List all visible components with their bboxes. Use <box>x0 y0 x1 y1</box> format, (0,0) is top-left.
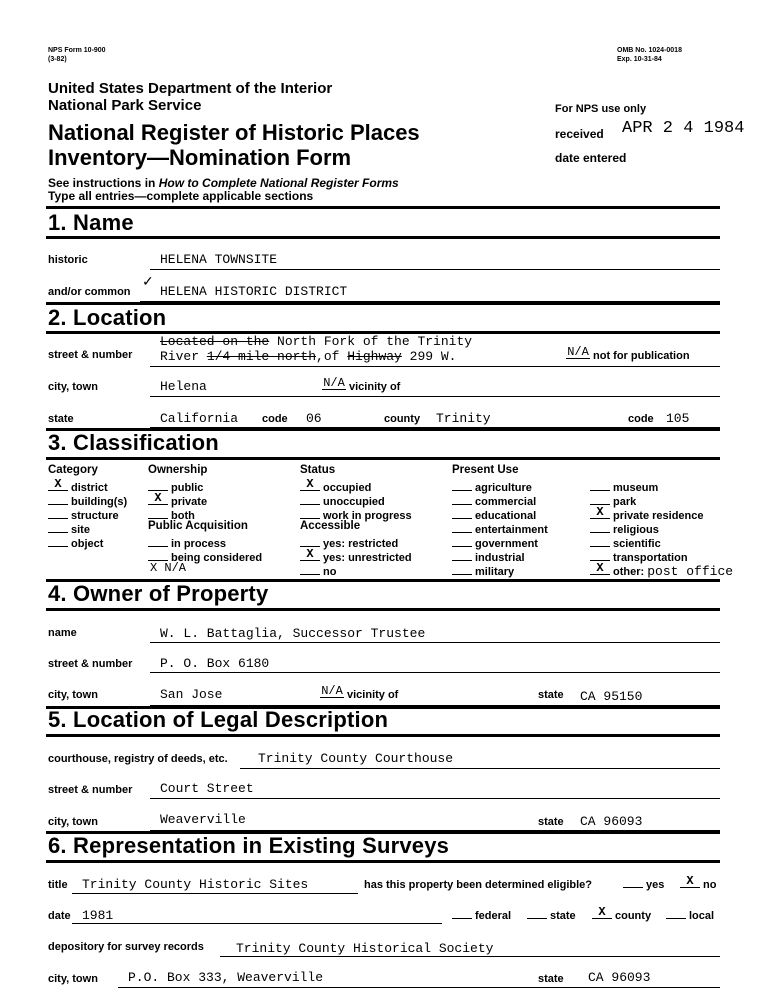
field-line <box>72 923 442 924</box>
section-5-heading: 5. Location of Legal Description <box>48 707 389 732</box>
survey-city-label: city, town <box>48 973 98 985</box>
status-work-in-progress[interactable]: work in progress <box>300 507 412 522</box>
survey-state-value[interactable]: CA 96093 <box>588 970 651 985</box>
owner-name-label: name <box>48 627 77 639</box>
legal-city-label: city, town <box>48 816 98 828</box>
field-line <box>72 893 358 894</box>
owner-city-label: city, town <box>48 689 98 701</box>
use-park[interactable]: park <box>590 493 636 508</box>
code-value[interactable]: 06 <box>306 411 322 426</box>
ownership-heading: Ownership <box>148 464 208 476</box>
use-government[interactable]: government <box>452 535 538 550</box>
section-1-heading: 1. Name <box>48 210 134 235</box>
field-line <box>150 798 720 799</box>
field-line <box>240 768 720 769</box>
city-label: city, town <box>48 381 98 393</box>
code2-value[interactable]: 105 <box>666 411 690 426</box>
category-buildings[interactable]: building(s) <box>48 493 127 508</box>
expiration: Exp. 10-31-84 <box>617 56 662 63</box>
date-entered-label: date entered <box>555 151 627 165</box>
field-line <box>118 987 720 988</box>
legal-state-label: state <box>538 816 564 828</box>
status-heading: Status <box>300 464 336 476</box>
depository-label: depository for survey records <box>48 941 204 953</box>
department: United States Department of the Interior <box>48 80 333 97</box>
ownership-private[interactable]: X private <box>148 493 207 508</box>
section-2-heading: 2. Location <box>48 305 167 330</box>
state-value[interactable]: California <box>160 411 239 426</box>
status-occupied[interactable]: X occupied <box>300 479 371 494</box>
common-name-label: and/or common <box>48 286 131 298</box>
owner-name-value[interactable]: W. L. Battaglia, Successor Trustee <box>160 626 426 641</box>
instructions-2: Type all entries—complete applicable sections <box>48 189 314 203</box>
level-local[interactable]: local <box>666 907 714 922</box>
use-scientific[interactable]: scientific <box>590 535 661 550</box>
category-object[interactable]: object <box>48 535 103 550</box>
other-value[interactable]: post office <box>647 564 734 579</box>
use-transportation[interactable]: transportation <box>590 549 688 564</box>
form-title-1: National Register of Historic Places <box>48 120 420 145</box>
survey-state-label: state <box>538 973 564 985</box>
legal-street-label: street & number <box>48 784 133 796</box>
section-6-heading: 6. Representation in Existing Surveys <box>48 833 450 858</box>
owner-state-value[interactable]: CA 95150 <box>580 689 643 704</box>
owner-state-label: state <box>538 689 564 701</box>
ownership-both[interactable]: both <box>148 507 195 522</box>
acquisition-in-process[interactable]: in process <box>148 535 226 550</box>
section-rule <box>46 734 720 737</box>
field-line <box>150 642 720 643</box>
survey-date-value[interactable]: 1981 <box>82 908 114 923</box>
accessible-no[interactable]: no <box>300 563 336 578</box>
level-state[interactable]: state <box>527 907 576 922</box>
use-private-residence[interactable]: X private residence <box>590 507 704 522</box>
status-unoccupied[interactable]: unoccupied <box>300 493 385 508</box>
category-heading: Category <box>48 464 98 476</box>
received-stamp: APR 2 4 1984 <box>622 119 745 138</box>
legal-street-value[interactable]: Court Street <box>160 781 254 796</box>
use-commercial[interactable]: commercial <box>452 493 536 508</box>
form-number: NPS Form 10-900 <box>48 47 106 54</box>
public-acquisition-heading: Public Acquisition <box>148 520 248 532</box>
field-line <box>150 396 720 397</box>
use-educational[interactable]: educational <box>452 507 536 522</box>
use-military[interactable]: military <box>452 563 514 578</box>
checkmark-icon: ✓ <box>142 273 154 289</box>
section-4-heading: 4. Owner of Property <box>48 581 269 606</box>
historic-value[interactable]: HELENA TOWNSITE <box>160 252 278 267</box>
owner-street-value[interactable]: P. O. Box 6180 <box>160 656 270 671</box>
section-3-heading: 3. Classification <box>48 430 219 455</box>
use-museum[interactable]: museum <box>590 479 658 494</box>
field-line <box>150 366 720 367</box>
field-line <box>220 956 720 957</box>
street-number-label: street & number <box>48 349 133 361</box>
section-rule <box>46 457 720 460</box>
level-federal[interactable]: federal <box>452 907 511 922</box>
state-label: state <box>48 413 74 425</box>
owner-city-value[interactable]: San Jose <box>160 687 223 702</box>
use-other[interactable]: X other: post office <box>590 563 733 579</box>
use-religious[interactable]: religious <box>590 521 659 536</box>
omb-number: OMB No. 1024-0018 <box>617 47 682 54</box>
level-county[interactable]: X county <box>592 907 651 922</box>
present-use-heading: Present Use <box>452 464 519 476</box>
courthouse-value[interactable]: Trinity County Courthouse <box>258 751 454 766</box>
instructions: See instructions in How to Complete National Register Forms <box>48 176 399 190</box>
street-line-1[interactable]: Located on the North Fork of the Trinity <box>160 334 473 349</box>
legal-state-value[interactable]: CA 96093 <box>580 814 643 829</box>
section-rule <box>46 206 720 209</box>
accessible-restricted[interactable]: yes: restricted <box>300 535 398 550</box>
survey-date-label: date <box>48 910 71 922</box>
owner-vicinity: N/A vicinity of <box>321 684 399 701</box>
category-site[interactable]: site <box>48 521 90 536</box>
form-revision: (3-82) <box>48 56 67 63</box>
nps-use-only: For NPS use only <box>555 103 647 115</box>
not-for-publication: N/A not for publication <box>567 345 690 362</box>
vicinity: N/A vicinity of <box>323 376 401 393</box>
section-rule <box>46 236 720 239</box>
street-line-2[interactable]: River 1/4 mile north,of Highway 299 W. <box>160 349 457 364</box>
county-label: county <box>384 413 421 425</box>
legal-city-value[interactable]: Weaverville <box>160 812 246 827</box>
eligible-label: has this property been determined eligible? <box>364 879 592 891</box>
courthouse-label: courthouse, registry of deeds, etc. <box>48 753 228 765</box>
use-agriculture[interactable]: agriculture <box>452 479 532 494</box>
accessible-unrestricted[interactable]: X yes: unrestricted <box>300 549 412 564</box>
city-value[interactable]: Helena <box>160 379 207 394</box>
ownership-public[interactable]: public <box>148 479 203 494</box>
eligible-no[interactable]: X no <box>680 876 716 891</box>
section-rule <box>46 608 720 611</box>
category-district[interactable]: X district <box>48 479 108 494</box>
acquisition-na[interactable]: X N/A <box>150 561 187 575</box>
service: National Park Service <box>48 97 202 114</box>
code2-label: code <box>628 413 654 425</box>
use-industrial[interactable]: industrial <box>452 549 525 564</box>
historic-label: historic <box>48 254 88 266</box>
use-entertainment[interactable]: entertainment <box>452 521 548 536</box>
depository-value[interactable]: Trinity County Historical Society <box>236 941 494 956</box>
common-name-value[interactable]: HELENA HISTORIC DISTRICT <box>160 284 348 299</box>
county-value[interactable]: Trinity <box>436 411 491 426</box>
category-structure[interactable]: structure <box>48 507 119 522</box>
eligible-yes[interactable]: yes <box>623 876 664 891</box>
accessible-heading: Accessible <box>300 520 361 532</box>
survey-title-value[interactable]: Trinity County Historic Sites <box>82 877 309 892</box>
acquisition-being-considered[interactable]: being considered <box>148 549 262 564</box>
survey-city-value[interactable]: P.O. Box 333, Weaverville <box>128 970 324 985</box>
field-line <box>150 672 720 673</box>
survey-title-label: title <box>48 879 68 891</box>
field-line <box>150 269 720 270</box>
form-title-2: Inventory—Nomination Form <box>48 145 352 170</box>
received-label: received <box>555 127 604 141</box>
section-rule <box>46 860 720 863</box>
code-label: code <box>262 413 288 425</box>
owner-street-label: street & number <box>48 658 133 670</box>
